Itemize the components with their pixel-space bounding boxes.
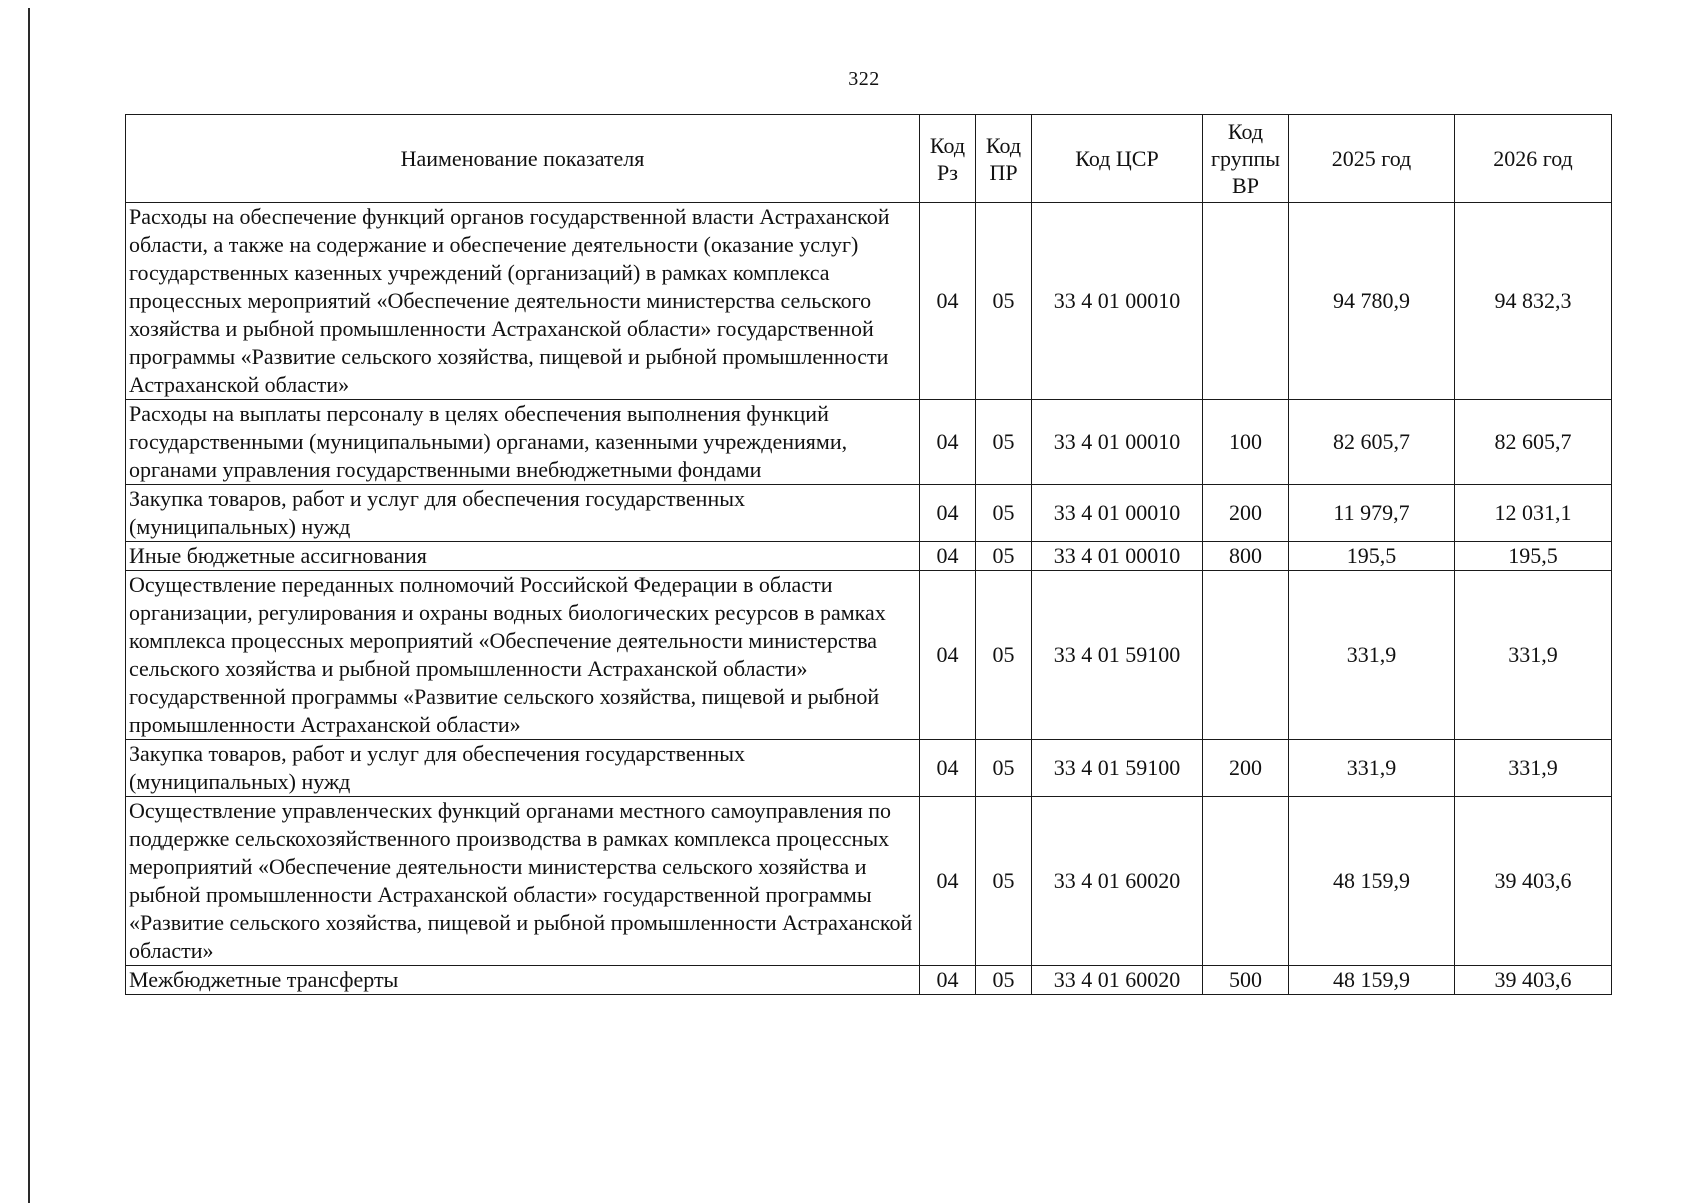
- cell-2025: 48 159,9: [1289, 966, 1455, 995]
- table-row: [126, 740, 1612, 797]
- cell-name: Межбюджетные трансферты: [126, 966, 920, 995]
- cell-vr: [1203, 203, 1289, 400]
- cell-2025: 48 159,9: [1289, 797, 1455, 966]
- cell-name: Закупка товаров, работ и услуг для обеспечения государственных (муниципальных) нужд: [126, 485, 920, 542]
- cell-csr: 33 4 01 59100: [1032, 740, 1203, 797]
- cell-2026: 331,9: [1455, 571, 1612, 740]
- table-row: [126, 542, 1612, 571]
- cell-vr: 200: [1203, 485, 1289, 542]
- header-2026: 2026 год: [1455, 115, 1612, 203]
- header-name: Наименование показателя: [126, 115, 920, 203]
- cell-vr: 500: [1203, 966, 1289, 995]
- cell-rz: 04: [920, 400, 976, 485]
- cell-pr: 05: [976, 797, 1032, 966]
- table-row: [126, 485, 1612, 542]
- table-row: [126, 966, 1612, 995]
- cell-2025: 331,9: [1289, 740, 1455, 797]
- table-row: [126, 203, 1612, 400]
- cell-vr: [1203, 571, 1289, 740]
- page-number: 322: [848, 68, 880, 90]
- scan-margin-line: [28, 8, 30, 1203]
- cell-name: Расходы на выплаты персоналу в целях обеспечения выполнения функций государственными (муниципальными) органами, казенными учреждениями, органами управления государственными внебюджетными фондами: [126, 400, 920, 485]
- cell-pr: 05: [976, 400, 1032, 485]
- cell-csr: 33 4 01 00010: [1032, 203, 1203, 400]
- cell-2026: 82 605,7: [1455, 400, 1612, 485]
- cell-name: Закупка товаров, работ и услуг для обеспечения государственных (муниципальных) нужд: [126, 740, 920, 797]
- cell-rz: 04: [920, 966, 976, 995]
- cell-csr: 33 4 01 00010: [1032, 542, 1203, 571]
- cell-pr: 05: [976, 542, 1032, 571]
- cell-csr: 33 4 01 60020: [1032, 797, 1203, 966]
- cell-rz: 04: [920, 740, 976, 797]
- cell-2026: 331,9: [1455, 740, 1612, 797]
- cell-name: Иные бюджетные ассигнования: [126, 542, 920, 571]
- cell-vr: 100: [1203, 400, 1289, 485]
- cell-pr: 05: [976, 485, 1032, 542]
- cell-vr: 800: [1203, 542, 1289, 571]
- table-header: [126, 115, 1612, 203]
- header-rz: Код Рз: [920, 115, 976, 203]
- cell-name: Расходы на обеспечение функций органов государственной власти Астраханской области, а также на содержание и обеспечение деятельности (оказание услуг) государственных казенных учреждений (организаций) в рамках комплекса процессных мероприятий «Обеспечение деятельности министерства сельского хозяйства и рыбной промышленности Астраханской области» государственной программы «Развитие сельского хозяйства, пищевой и рыбной промышленности Астраханской области»: [126, 203, 920, 400]
- cell-2025: 195,5: [1289, 542, 1455, 571]
- cell-vr: [1203, 797, 1289, 966]
- cell-rz: 04: [920, 571, 976, 740]
- cell-csr: 33 4 01 60020: [1032, 966, 1203, 995]
- cell-rz: 04: [920, 203, 976, 400]
- cell-2026: 12 031,1: [1455, 485, 1612, 542]
- cell-rz: 04: [920, 485, 976, 542]
- header-row: [126, 115, 1612, 203]
- table-body: [126, 203, 1612, 995]
- cell-2026: 94 832,3: [1455, 203, 1612, 400]
- cell-2026: 39 403,6: [1455, 966, 1612, 995]
- cell-pr: 05: [976, 740, 1032, 797]
- cell-rz: 04: [920, 797, 976, 966]
- cell-name: Осуществление управленческих функций органами местного самоуправления по поддержке сельскохозяйственного производства в рамках комплекса процессных мероприятий «Обеспечение деятельности министерства сельского хозяйства и рыбной промышленности Астраханской области» государственной программы «Развитие сельского хозяйства, пищевой и рыбной промышленности Астраханской области»: [126, 797, 920, 966]
- cell-2025: 82 605,7: [1289, 400, 1455, 485]
- table-row: [126, 400, 1612, 485]
- cell-pr: 05: [976, 966, 1032, 995]
- cell-2026: 39 403,6: [1455, 797, 1612, 966]
- cell-pr: 05: [976, 203, 1032, 400]
- cell-2025: 94 780,9: [1289, 203, 1455, 400]
- table-row: [126, 571, 1612, 740]
- cell-2025: 11 979,7: [1289, 485, 1455, 542]
- cell-csr: 33 4 01 00010: [1032, 400, 1203, 485]
- cell-vr: 200: [1203, 740, 1289, 797]
- header-vr: Код группы ВР: [1203, 115, 1289, 203]
- cell-rz: 04: [920, 542, 976, 571]
- cell-csr: 33 4 01 59100: [1032, 571, 1203, 740]
- cell-name: Осуществление переданных полномочий Российской Федерации в области организации, регулирования и охраны водных биологических ресурсов в рамках комплекса процессных мероприятий «Обеспечение деятельности министерства сельского хозяйства и рыбной промышленности Астраханской области» государственной программы «Развитие сельского хозяйства, пищевой и рыбной промышленности Астраханской области»: [126, 571, 920, 740]
- table-row: [126, 797, 1612, 966]
- cell-2025: 331,9: [1289, 571, 1455, 740]
- header-csr: Код ЦСР: [1032, 115, 1203, 203]
- header-2025: 2025 год: [1289, 115, 1455, 203]
- cell-pr: 05: [976, 571, 1032, 740]
- cell-csr: 33 4 01 00010: [1032, 485, 1203, 542]
- budget-table: [125, 114, 1612, 995]
- cell-2026: 195,5: [1455, 542, 1612, 571]
- header-pr: Код ПР: [976, 115, 1032, 203]
